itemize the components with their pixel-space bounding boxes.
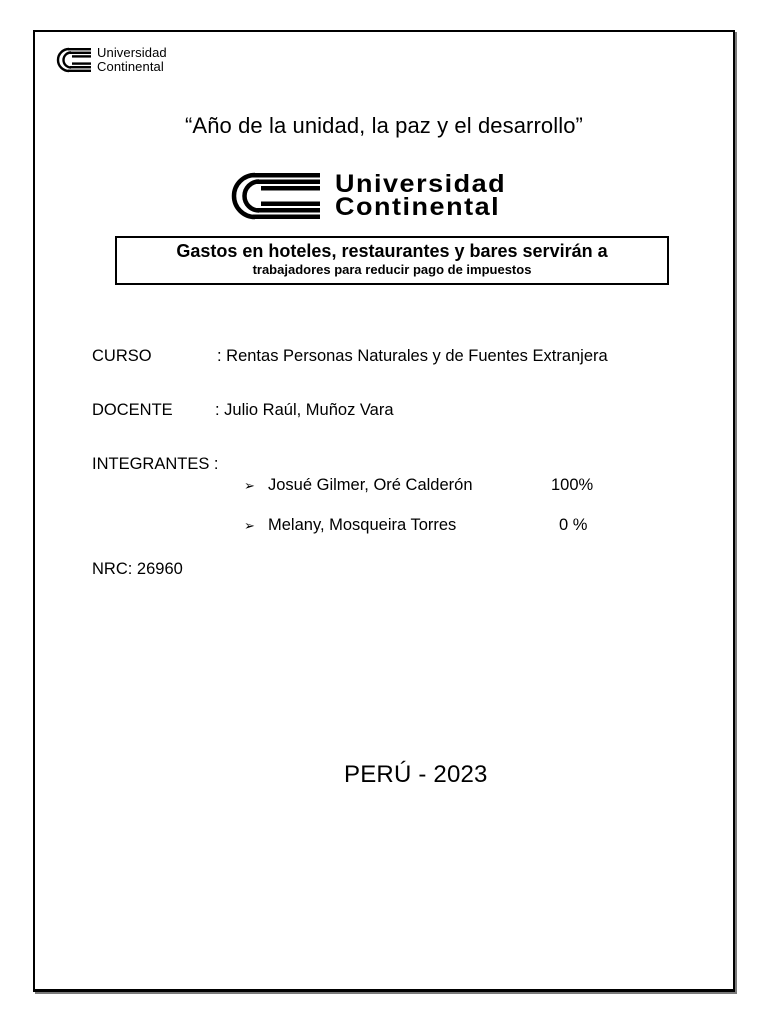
member-name: Melany, Mosqueira Torres: [268, 516, 457, 534]
teacher-row: [92, 401, 394, 420]
arrow-bullet-icon: ➢: [244, 478, 255, 493]
page-shadow-right: [735, 32, 737, 994]
university-logo-large-icon: [229, 170, 321, 222]
main-logo-line2: Continental: [335, 193, 501, 221]
document-title: Gastos en hoteles, restaurantes y bares servirán a: [176, 241, 608, 261]
footer-place-year: PERÚ - 2023: [344, 761, 488, 788]
title-box: [115, 236, 669, 285]
member-item: [244, 476, 594, 495]
members-label: INTEGRANTES :: [92, 455, 219, 473]
page-shadow-bottom: [35, 992, 737, 994]
university-logo-icon: [56, 46, 92, 74]
course-value: : Rentas Personas Naturales y de Fuentes Extranjera: [217, 347, 608, 365]
nrc-text: NRC: 26960: [92, 560, 183, 578]
member-percent: 100%: [551, 476, 594, 494]
nrc-row: [92, 560, 183, 579]
member-item: [244, 516, 588, 535]
member-percent: 0 %: [559, 516, 588, 534]
course-label: CURSO: [92, 347, 152, 365]
document-subtitle: trabajadores para reducir pago de impuestos: [252, 262, 532, 277]
members-label-row: [92, 455, 219, 474]
motto-heading: “Año de la unidad, la paz y el desarrollo”: [185, 113, 583, 138]
course-row: [92, 347, 608, 366]
main-logo-line1: Universidad: [335, 170, 507, 198]
member-name: Josué Gilmer, Oré Calderón: [268, 476, 473, 494]
teacher-label: DOCENTE: [92, 401, 173, 419]
header-logo-line2: Continental: [97, 59, 164, 74]
arrow-bullet-icon: ➢: [244, 518, 255, 533]
header-logo-line1: Universidad: [97, 45, 167, 60]
teacher-value: : Julio Raúl, Muñoz Vara: [215, 401, 394, 419]
header-logo: [56, 46, 167, 74]
main-logo: [229, 170, 507, 222]
